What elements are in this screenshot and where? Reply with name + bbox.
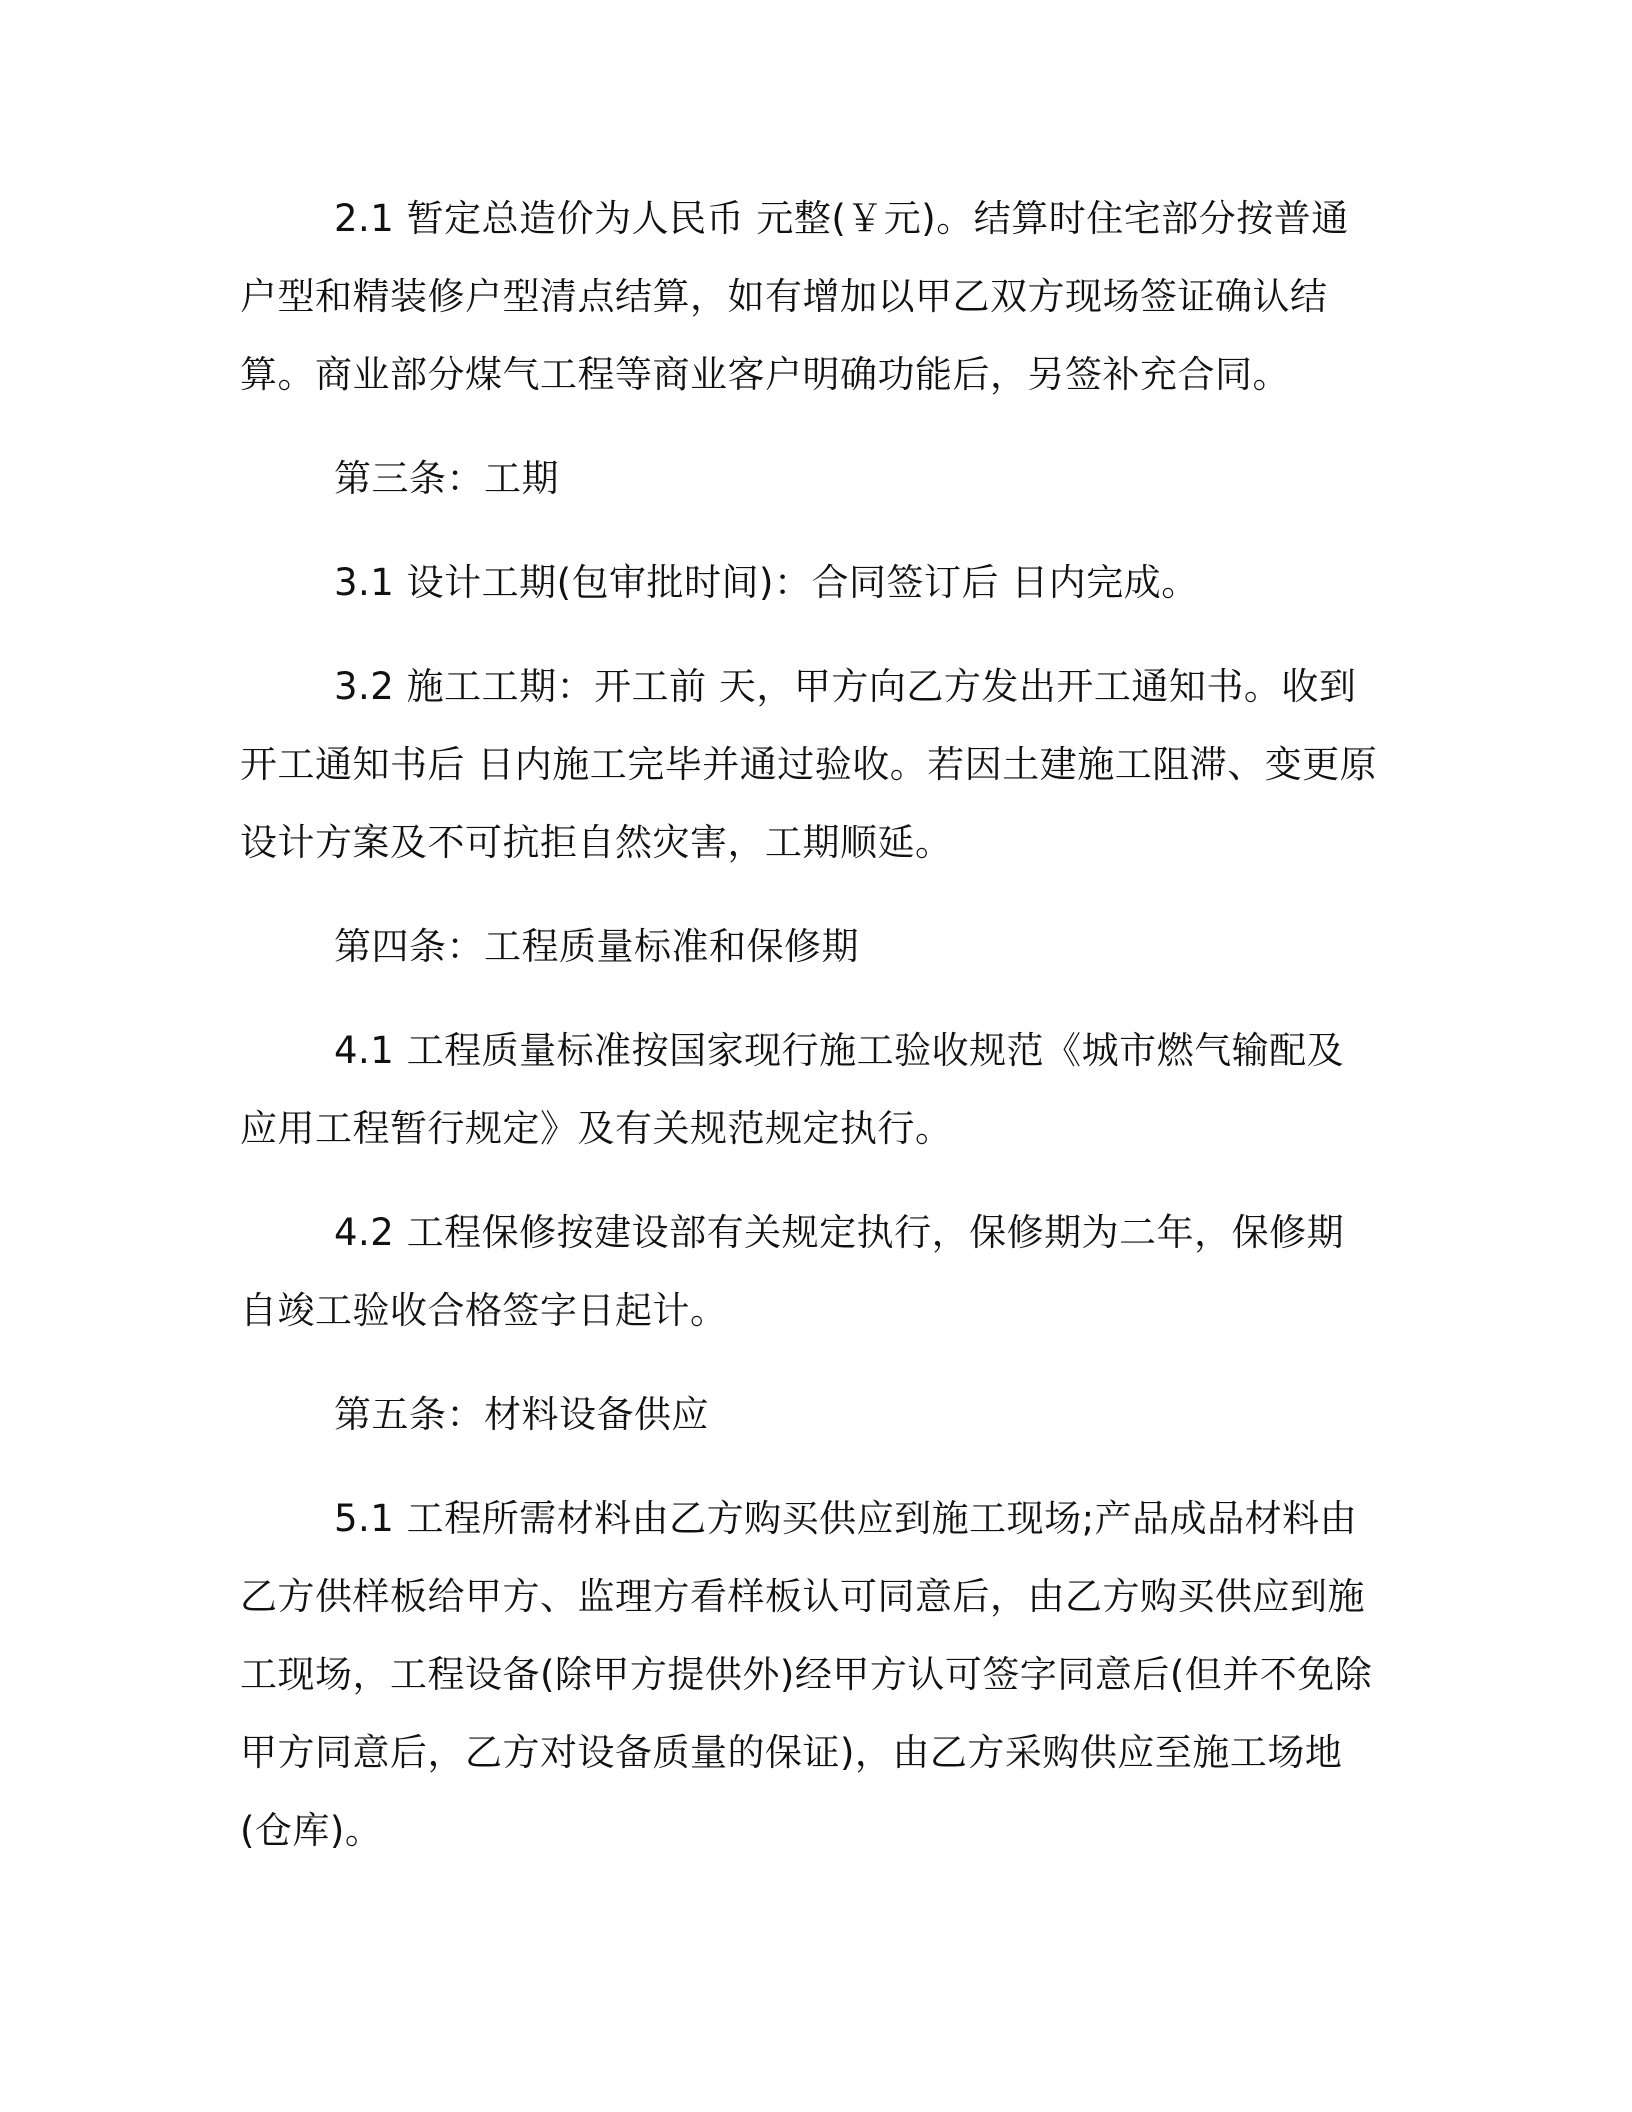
clause-4-2-paragraph: 4.2 工程保修按建设部有关规定执行，保修期为二年，保修期自竣工验收合格签字日起计。 — [240, 1211, 1345, 1332]
clause-4-1-paragraph: 4.1 工程质量标准按国家现行施工验收规范《城市燃气输配及应用工程暂行规定》及有关规范规定执行。 — [240, 1029, 1345, 1150]
clause-3-2-paragraph: 3.2 施工工期：开工前 天，甲方向乙方发出开工通知书。收到开工通知书后 日内施工完毕并通过验收。若因土建施工阻滞、变更原设计方案及不可抗拒自然灾害，工期顺延。 — [240, 665, 1378, 864]
clause-5-1-paragraph: 5.1 工程所需材料由乙方购买供应到施工现场;产品成品材料由乙方供样板给甲方、监理方看样板认可同意后，由乙方购买供应到施工现场，工程设备(除甲方提供外)经甲方认可签字同意后(但并不免除甲方同意后，乙方对设备质量的保证)，由乙方采购供应至施工场地(仓库)。 — [240, 1497, 1373, 1852]
article-3-heading: 第三条：工期 — [334, 457, 559, 500]
clause-3-1-paragraph: 3.1 设计工期(包审批时间)：合同签订后 日内完成。 — [334, 561, 1199, 604]
document-body — [240, 180, 1380, 1870]
article-4-heading: 第四条：工程质量标准和保修期 — [334, 925, 859, 968]
clause-2-1-paragraph: 2.1 暂定总造价为人民币 元整(￥元)。结算时住宅部分按普通户型和精装修户型清点结算，如有增加以甲乙双方现场签证确认结算。商业部分煤气工程等商业客户明确功能后，另签补充合同。 — [240, 197, 1349, 396]
article-5-heading: 第五条：材料设备供应 — [334, 1393, 709, 1436]
